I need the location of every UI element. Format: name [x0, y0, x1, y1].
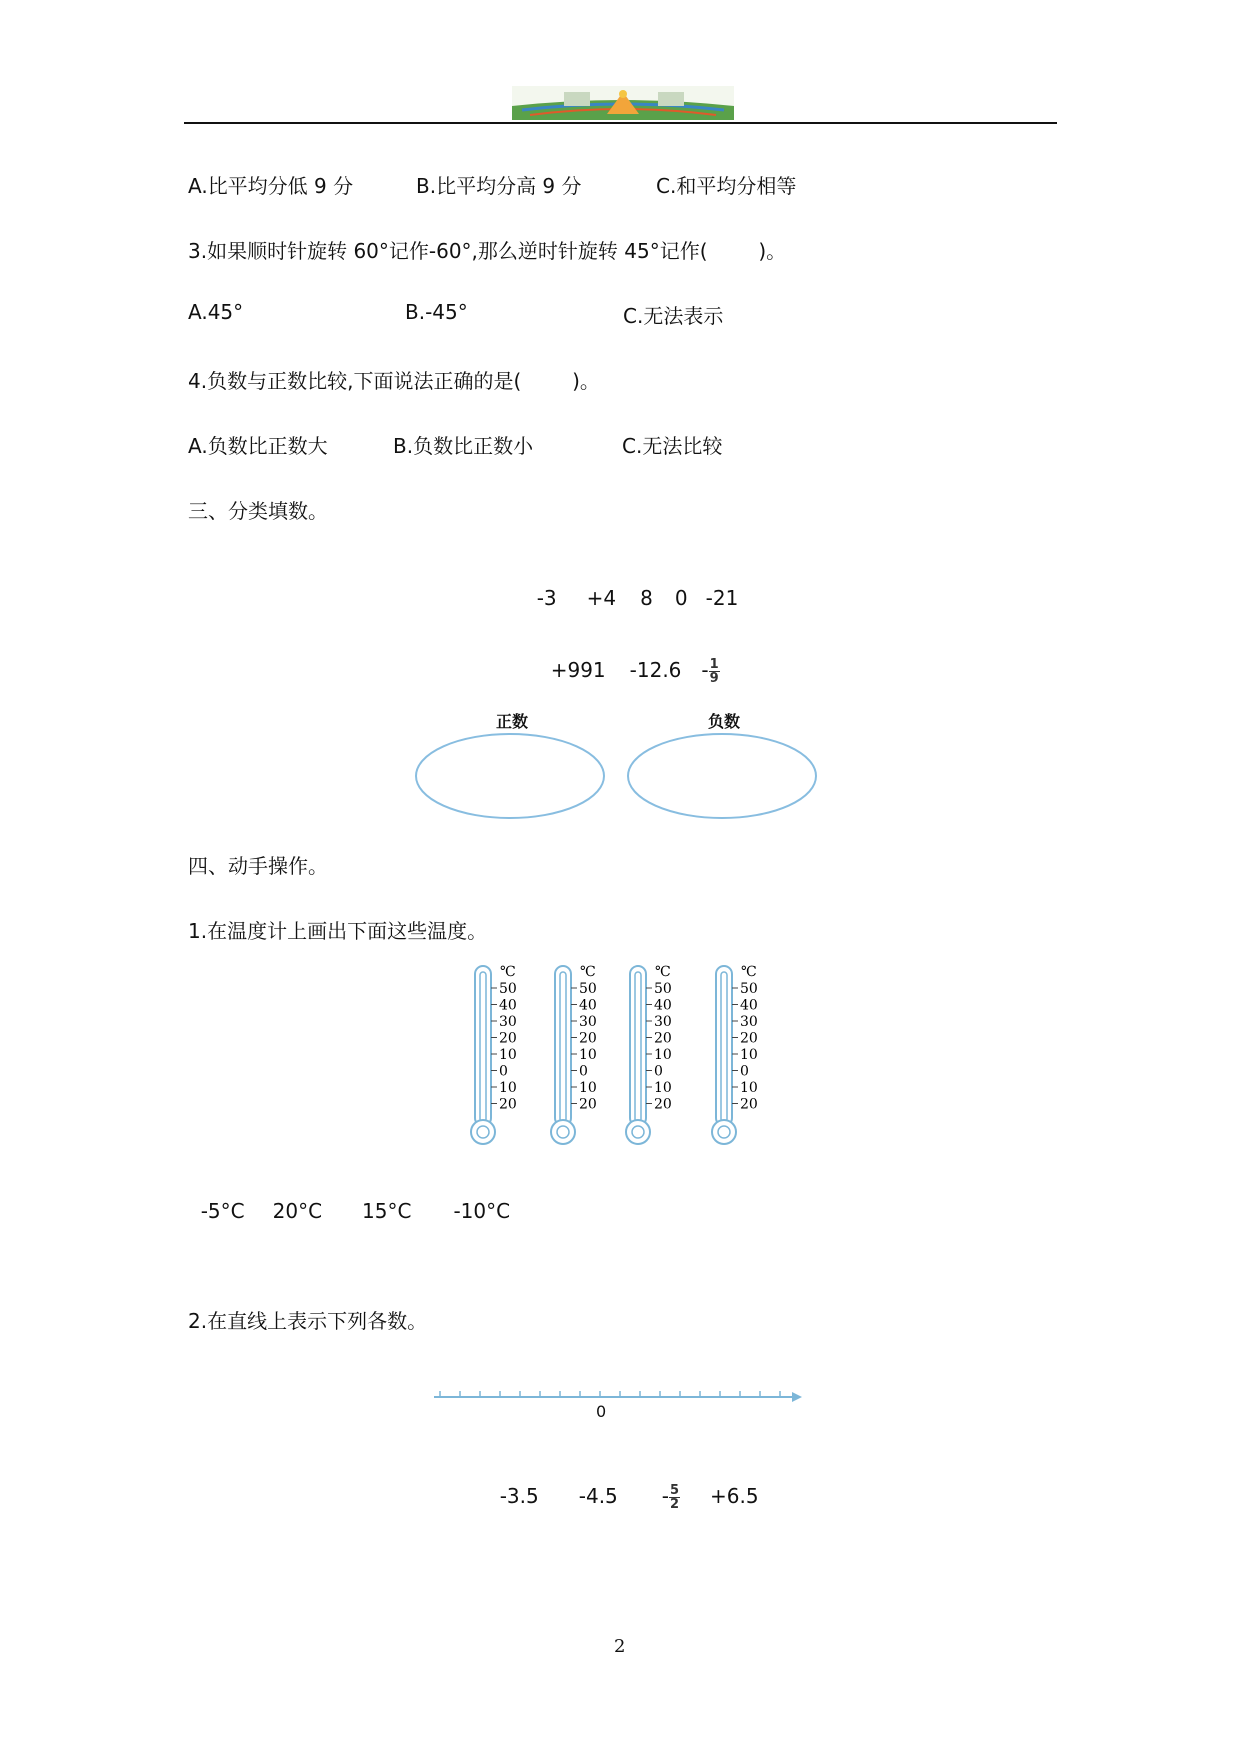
thermometer-scale-label: 30 [654, 1014, 672, 1030]
thermometer-scale-label: 20 [579, 1030, 597, 1047]
thermometer-scale-label: 10 [740, 1047, 758, 1063]
number-line[interactable] [430, 1380, 810, 1420]
number-item: 0 [674, 586, 688, 610]
fraction-item [709, 658, 720, 685]
number-item: +991 [550, 658, 606, 682]
thermometer-scale-label: 0 [654, 1063, 663, 1080]
thermometer[interactable] [625, 962, 715, 1152]
positive-label: 正数 [496, 712, 529, 731]
page-number: 2 [614, 1636, 626, 1657]
q4-option-c: C.无法比较 [622, 434, 723, 458]
q2-option-c: C.和平均分相等 [656, 174, 797, 198]
thermometer-unit: ℃ [580, 964, 596, 980]
thermometer-scale-label: 20 [579, 1096, 597, 1113]
thermometer-scale-label: 50 [654, 981, 672, 997]
q4-text: 4.负数与正数比较,下面说法正确的是( )。 [188, 369, 600, 393]
thermometer-tube [630, 966, 646, 1126]
thermometer-scale-label: 20 [654, 1096, 672, 1113]
header-rule [184, 122, 1057, 124]
q4-option-b: B.负数比正数小 [393, 434, 534, 458]
zero-label: 0 [596, 1402, 607, 1421]
thermometer-bulb [712, 1120, 736, 1144]
temperature-value: -5°C [200, 1199, 245, 1223]
thermometer-scale-label: 0 [740, 1063, 749, 1080]
q4-option-a: A.负数比正数大 [188, 434, 328, 458]
section3-title: 三、分类填数。 [188, 499, 328, 523]
thermometer-scale-label: 10 [499, 1047, 517, 1063]
thermometer-scale-label: 0 [579, 1063, 588, 1080]
number-line-values [487, 1460, 759, 1511]
positive-oval[interactable] [416, 734, 604, 818]
thermometer-bulb [626, 1120, 650, 1144]
thermometer-scale-label: 40 [654, 997, 672, 1014]
thermometer-scale-label: 20 [499, 1096, 517, 1113]
number-item: +6.5 [710, 1484, 759, 1508]
number-item: -3.5 [499, 1484, 539, 1508]
fraction-numerator: 5 [670, 1483, 680, 1498]
number-item: -4.5 [578, 1484, 618, 1508]
section4-title: 四、动手操作。 [188, 854, 328, 878]
thermometer-question: 1.在温度计上画出下面这些温度。 [188, 919, 488, 943]
number-item: -12.6 [629, 658, 682, 682]
thermometer-unit: ℃ [500, 964, 516, 980]
thermometer-scale-label: 50 [579, 981, 597, 997]
number-item: 8 [640, 586, 653, 610]
thermometer-scale-label: 30 [499, 1014, 517, 1030]
thermometer-scale-label: 40 [499, 997, 517, 1014]
q2-option-a: A.比平均分低 9 分 [188, 174, 354, 198]
negative-oval[interactable] [628, 734, 816, 818]
fraction-denominator: 9 [709, 671, 719, 686]
thermometer-bulb [471, 1120, 495, 1144]
number-item: -21 [705, 586, 739, 610]
fraction-denominator: 2 [670, 1497, 680, 1512]
thermometer-bulb [551, 1120, 575, 1144]
q3-option-a: A.45° [188, 300, 244, 324]
thermometer-unit: ℃ [655, 964, 671, 980]
thermometer-tube [555, 966, 571, 1126]
number-line-question: 2.在直线上表示下列各数。 [188, 1309, 428, 1333]
thermometer-scale-label: 10 [740, 1080, 758, 1096]
thermometer[interactable] [470, 962, 560, 1152]
temperature-value: 20°C [272, 1199, 323, 1223]
thermometer-scale-label: 10 [654, 1080, 672, 1096]
temperature-value: 15°C [362, 1199, 412, 1223]
q3-text: 3.如果顺时针旋转 60°记作-60°,那么逆时针旋转 45°记作( )。 [188, 239, 787, 263]
thermometer-unit: ℃ [741, 964, 757, 980]
classification-ovals [412, 728, 822, 824]
number-row-1 [524, 562, 738, 610]
q3-option-b: B.-45° [405, 300, 468, 324]
fraction-numerator: 1 [709, 657, 719, 672]
fraction-sign: - [701, 658, 709, 682]
thermometer-scale-label: 50 [740, 981, 758, 997]
thermometer-scale-label: 10 [579, 1047, 597, 1063]
thermometer[interactable] [711, 962, 801, 1152]
thermometer-scale-label: 30 [579, 1014, 597, 1030]
thermometer-scale-label: 20 [740, 1096, 758, 1113]
number-item: +4 [586, 586, 617, 610]
number-item: -3 [536, 586, 557, 610]
thermometer-scale-label: 10 [579, 1080, 597, 1096]
negative-label: 负数 [708, 712, 741, 731]
thermometer-scale-label: 10 [499, 1080, 517, 1096]
thermometer-scale-label: 20 [740, 1030, 758, 1047]
thermometer-scale-label: 20 [654, 1030, 672, 1047]
temperature-value: -10°C [453, 1199, 511, 1223]
thermometer-tube [716, 966, 732, 1126]
thermometer-scale-label: 0 [499, 1063, 508, 1080]
thermometer-scale-label: 30 [740, 1014, 758, 1030]
q2-option-b: B.比平均分高 9 分 [416, 174, 582, 198]
fraction-item [669, 1484, 680, 1511]
thermometer-scale-label: 40 [579, 997, 597, 1014]
header-logo [512, 86, 734, 120]
thermometer-scale-label: 50 [499, 981, 517, 997]
thermometer-tube [475, 966, 491, 1126]
q3-option-c: C.无法表示 [623, 304, 724, 328]
thermometer-scale-label: 40 [740, 997, 758, 1014]
temperature-list [188, 1175, 510, 1223]
thermometer-scale-label: 20 [499, 1030, 517, 1047]
fraction-sign: - [661, 1484, 669, 1508]
number-row-2 [538, 634, 720, 685]
thermometer-scale-label: 10 [654, 1047, 672, 1063]
